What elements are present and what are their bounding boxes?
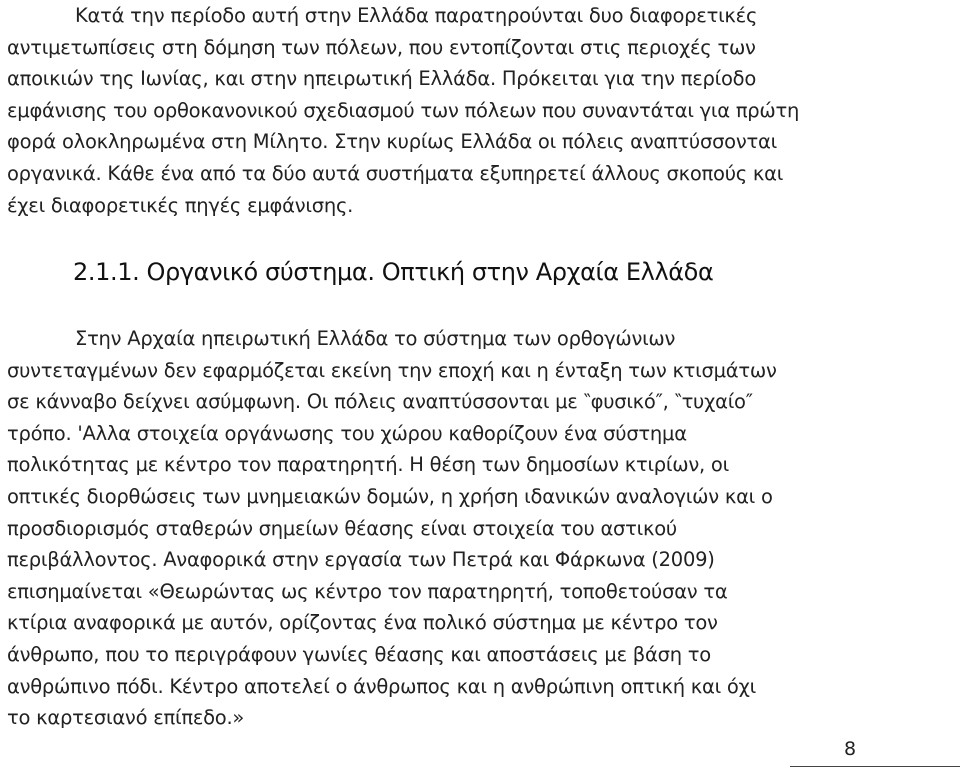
section-heading: 2.1.1. Οργανικό σύστημα. Οπτική στην Αρχαία Ελλάδα xyxy=(73,258,714,286)
footer-divider xyxy=(790,766,960,767)
body-paragraph: Στην Αρχαία ηπειρωτική Ελλάδα το σύστημα των ορθογώνιων συντεταγμένων δεν εφαρμόζεται εκείνη την εποχή και η ένταξη των κτισμάτων σε κάνναβο δείχνει ασύμφωνη. Οι πόλεις αναπτύσσονται με ‶φυσικό″, ‶τυχαίο″ τρόπο. 'Αλλα στοιχεία οργάνωσης του χώρου καθορίζουν ένα σύστημα πολικότητας με κέντρο τον παρατηρητή. Η θέση των δημοσίων κτιρίων, οι οπτικές διορθώσεις των μνημειακών δομών, η χρήση ιδανικών αναλογιών και ο προσδιορισμός σταθερών σημείων θέασης είναι στοιχεία του αστικού περιβάλλοντος. Αναφορικά στην εργασία των Πετρά και Φάρκωνα (2009) επισημαίνεται «Θεωρώντας ως κέντρο τον παρατηρητή, τοποθετούσαν τα κτίρια αναφορικά με αυτόν, ορίζοντας ένα πολικό σύστημα με κέντρο τον άνθρωπο, που το περιγράφουν γωνίες θέασης και αποστάσεις με βάση το ανθρώπινο πόδι. Κέντρο αποτελεί ο άνθρωπος και η ανθρώπινη οπτική και όχι το καρτεσιανό επίπεδο.» xyxy=(7,327,777,730)
page-number: 8 xyxy=(844,738,857,760)
intro-paragraph: Κατά την περίοδο αυτή στην Ελλάδα παρατηρούνται δυο διαφορετικές αντιμετωπίσεις στη δόμηση των πόλεων, που εντοπίζονται στις περιοχές των αποικιών της Ιωνίας, και στην ηπειρωτική Ελλάδα. Πρόκειται για την περίοδο εμφάνισης του ορθοκανονικού σχεδιασμού των πόλεων που συναντάται για πρώτη φορά ολοκληρωμένα στη Μίλητο. Στην κυρίως Ελλάδα οι πόλεις αναπτύσσονται οργανικά. Κάθε ένα από τα δύο αυτά συστήματα εξυπηρετεί άλλους σκοπούς και έχει διαφορετικές πηγές εμφάνισης. xyxy=(7,4,800,217)
